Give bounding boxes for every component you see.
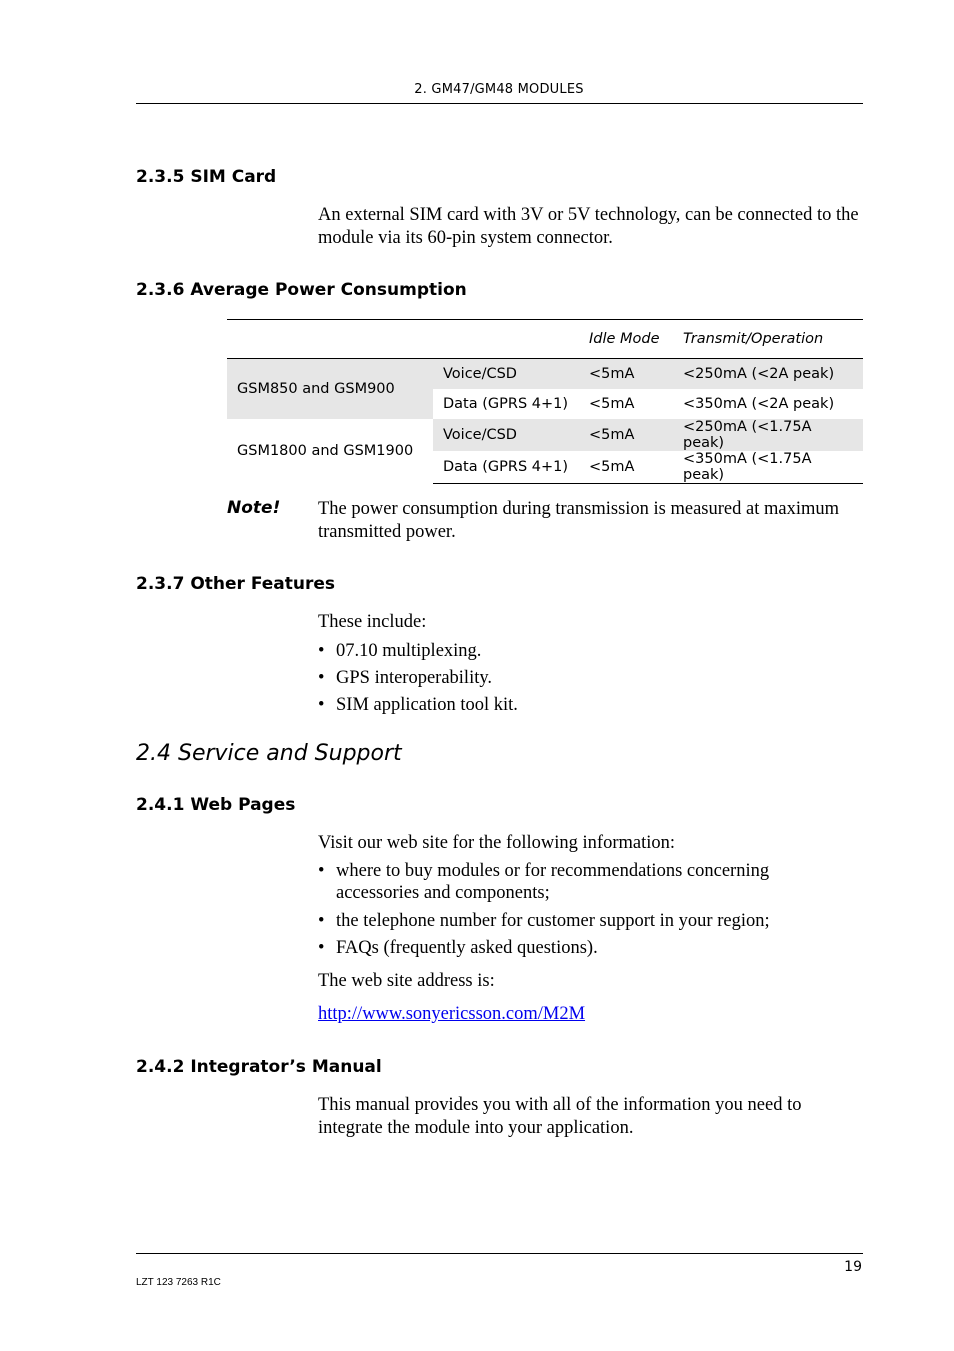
bullet-icon: • — [318, 641, 325, 661]
sonyericsson-m2m-link[interactable]: http://www.sonyericsson.com/M2M — [318, 1004, 586, 1024]
idle-cell: <5mA — [579, 451, 673, 484]
idle-cell: <5mA — [579, 359, 673, 390]
sim-card-paragraph: An external SIM card with 3V or 5V technology, can be connected to the module via its 60-pin system connector. — [318, 205, 859, 248]
list-item-text: 07.10 multiplexing. — [336, 641, 482, 661]
mode-cell: Data (GPRS 4+1) — [443, 396, 569, 412]
section-heading-service-support: 2.4 Service and Support — [136, 741, 402, 766]
idle-cell: <5mA — [589, 396, 635, 412]
mode-cell: Data (GPRS 4+1) — [433, 451, 579, 484]
list-item-text: GPS interoperability. — [336, 668, 493, 688]
power-consumption-table — [227, 319, 863, 484]
band-group-cell: GSM1800 and GSM1900 — [227, 419, 433, 484]
document-id: LZT 123 7263 R1C — [136, 1277, 221, 1288]
note-label: Note! — [227, 498, 281, 518]
web-pages-intro: Visit our web site for the following information: — [318, 833, 676, 853]
web-address-label: The web site address is: — [318, 971, 495, 991]
table-row — [227, 419, 863, 451]
header-rule — [136, 103, 863, 104]
list-item — [318, 667, 863, 689]
other-features-list — [318, 640, 863, 716]
mode-cell: Voice/CSD — [433, 359, 579, 390]
table-row — [227, 359, 863, 390]
transmit-cell: <250mA (<2A peak) — [673, 359, 863, 390]
list-item — [318, 910, 863, 932]
section-heading-web-pages: 2.4.1 Web Pages — [136, 795, 296, 815]
bullet-icon: • — [318, 938, 325, 958]
table-header-row — [227, 320, 863, 359]
transmit-cell: <350mA (<1.75A peak) — [673, 451, 863, 484]
table-header-cell — [227, 320, 433, 359]
list-item-text: where to buy modules or for recommendations concerning accessories and components; — [336, 861, 770, 903]
web-pages-list — [318, 860, 863, 959]
list-item — [318, 860, 863, 904]
bullet-icon: • — [318, 911, 325, 931]
list-item-text: SIM application tool kit. — [336, 695, 518, 715]
list-item — [318, 694, 863, 716]
bullet-icon: • — [318, 695, 325, 715]
bullet-icon: • — [318, 668, 325, 688]
other-features-intro: These include: — [318, 612, 427, 632]
running-header: 2. GM47/GM48 MODULES — [414, 82, 584, 97]
list-item-text: FAQs (frequently asked questions). — [336, 938, 598, 958]
section-heading-integrators-manual: 2.4.2 Integrator’s Manual — [136, 1057, 382, 1077]
table-header-transmit: Transmit/Operation — [673, 320, 863, 359]
page-number: 19 — [844, 1259, 862, 1275]
section-heading-other-features: 2.3.7 Other Features — [136, 574, 336, 594]
note-text: The power consumption during transmission is measured at maximum transmitted power. — [318, 499, 839, 542]
transmit-cell: <350mA (<2A peak) — [683, 396, 835, 412]
transmit-cell: <250mA (<1.75A peak) — [673, 419, 863, 451]
table-header-cell — [433, 320, 579, 359]
web-address-line — [318, 1003, 863, 1026]
bullet-icon: • — [318, 861, 325, 881]
list-item-text: the telephone number for customer support in your region; — [336, 911, 770, 931]
table-header-idle-mode: Idle Mode — [579, 320, 673, 359]
idle-cell: <5mA — [579, 419, 673, 451]
section-heading-sim-card: 2.3.5 SIM Card — [136, 167, 277, 187]
mode-cell: Voice/CSD — [433, 419, 579, 451]
section-heading-power-consumption: 2.3.6 Average Power Consumption — [136, 280, 467, 300]
footer-rule — [136, 1253, 863, 1254]
list-item — [318, 937, 863, 959]
band-group-cell: GSM850 and GSM900 — [227, 359, 433, 420]
integrators-manual-paragraph: This manual provides you with all of the information you need to integrate the module into your application. — [318, 1095, 802, 1138]
list-item — [318, 640, 863, 662]
